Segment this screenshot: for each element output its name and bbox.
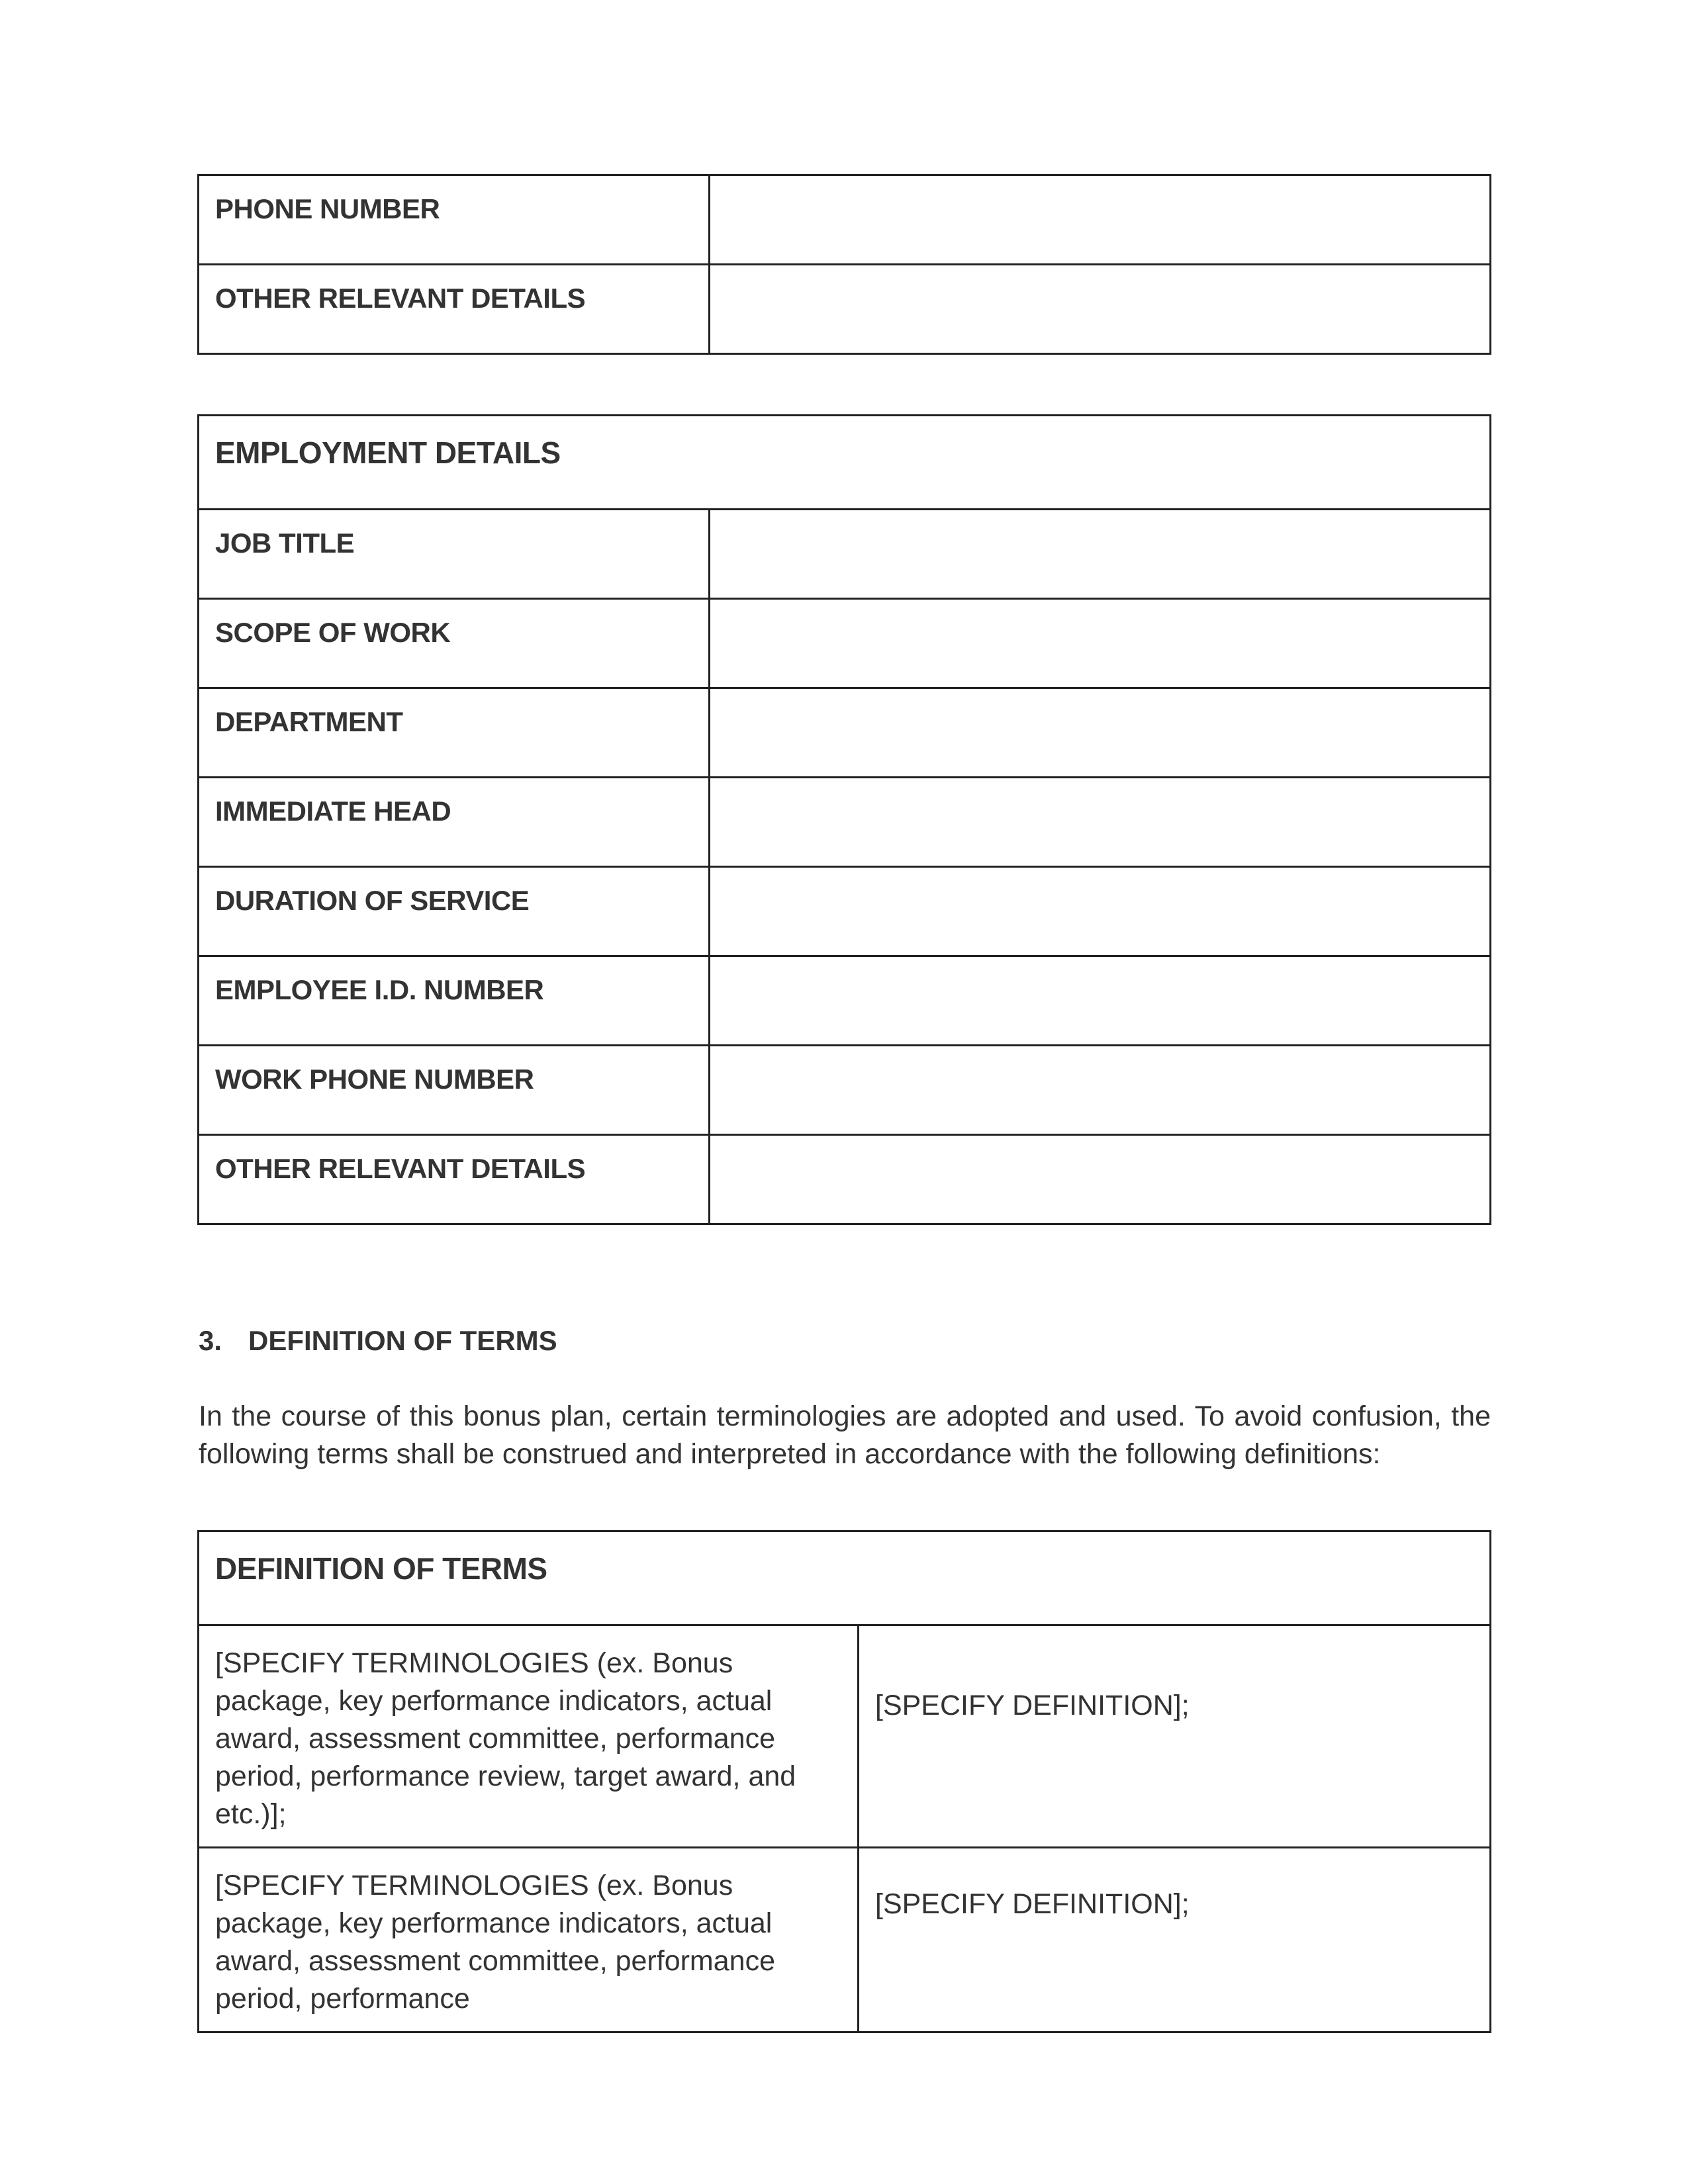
- definitions-heading: DEFINITION OF TERMS: [199, 1531, 1491, 1625]
- definitions-table: [197, 1530, 1491, 2033]
- immediate-head-label: IMMEDIATE HEAD: [199, 778, 710, 867]
- table-row: [199, 1848, 1491, 2032]
- employment-details-heading: EMPLOYMENT DETAILS: [199, 416, 1491, 510]
- table-row: [199, 1625, 1491, 1848]
- department-label: DEPARTMENT: [199, 688, 710, 778]
- scope-of-work-label: SCOPE OF WORK: [199, 599, 710, 688]
- table-row: [199, 599, 1491, 688]
- definition-cell[interactable]: [SPECIFY DEFINITION];: [859, 1848, 1491, 2032]
- term-cell[interactable]: [SPECIFY TERMINOLOGIES (ex. Bonus package, key performance indicators, actual award, assessment committee, performance period, performance: [199, 1848, 859, 2032]
- work-phone-field[interactable]: [710, 1046, 1491, 1135]
- table-row: [199, 265, 1491, 354]
- employee-id-label: EMPLOYEE I.D. NUMBER: [199, 956, 710, 1046]
- employee-id-field[interactable]: [710, 956, 1491, 1046]
- immediate-head-field[interactable]: [710, 778, 1491, 867]
- term-cell[interactable]: [SPECIFY TERMINOLOGIES (ex. Bonus package, key performance indicators, actual award, assessment committee, performance period, performance review, target award, and etc.)];: [199, 1625, 859, 1848]
- intro-paragraph: In the course of this bonus plan, certain terminologies are adopted and used. To avoid confusion, the following terms shall be construed and interpreted in accordance with the following definitions:: [199, 1400, 1491, 1470]
- work-phone-label: WORK PHONE NUMBER: [199, 1046, 710, 1135]
- table-row: [199, 956, 1491, 1046]
- department-field[interactable]: [710, 688, 1491, 778]
- other-details-label: OTHER RELEVANT DETAILS: [199, 265, 710, 354]
- table-row: [199, 778, 1491, 867]
- section-heading: [199, 1325, 557, 1357]
- table-row: [199, 510, 1491, 599]
- scope-of-work-field[interactable]: [710, 599, 1491, 688]
- table-row: [199, 1135, 1491, 1224]
- table-row: [199, 175, 1491, 265]
- duration-of-service-field[interactable]: [710, 867, 1491, 956]
- employment-details-table: [197, 414, 1491, 1225]
- table-row: [199, 1046, 1491, 1135]
- definition-cell[interactable]: [SPECIFY DEFINITION];: [859, 1625, 1491, 1848]
- table-header-row: [199, 416, 1491, 510]
- other-relevant-details-field[interactable]: [710, 1135, 1491, 1224]
- table-row: [199, 688, 1491, 778]
- other-relevant-details-label: OTHER RELEVANT DETAILS: [199, 1135, 710, 1224]
- phone-number-label: PHONE NUMBER: [199, 175, 710, 265]
- table-header-row: [199, 1531, 1491, 1625]
- table-row: [199, 867, 1491, 956]
- job-title-label: JOB TITLE: [199, 510, 710, 599]
- job-title-field[interactable]: [710, 510, 1491, 599]
- phone-number-field[interactable]: [710, 175, 1491, 265]
- contact-details-table: [197, 174, 1491, 355]
- section-number: 3.: [199, 1325, 222, 1356]
- other-details-field[interactable]: [710, 265, 1491, 354]
- duration-of-service-label: DURATION OF SERVICE: [199, 867, 710, 956]
- section-title: DEFINITION OF TERMS: [248, 1325, 557, 1356]
